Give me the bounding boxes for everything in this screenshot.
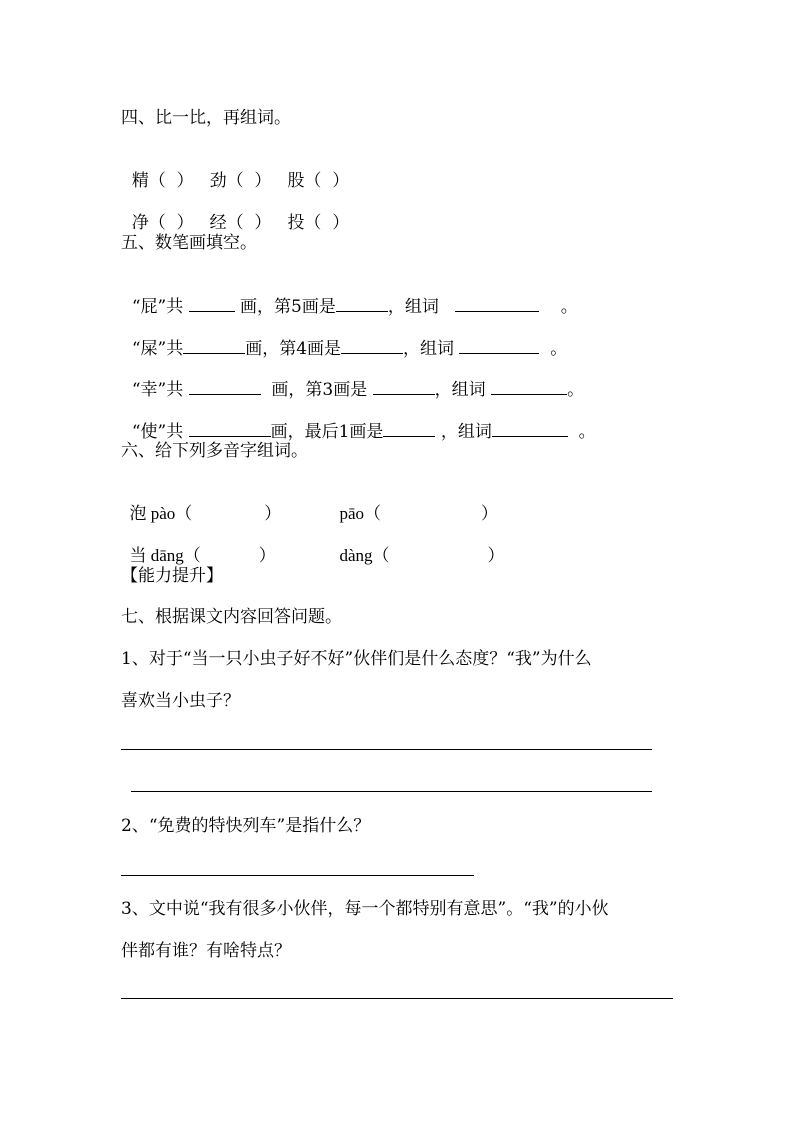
answer-blank[interactable] (373, 378, 435, 395)
answer-blank[interactable] (189, 295, 235, 312)
section-5-heading: 五、数笔画填空。 (121, 233, 257, 253)
answer-blank[interactable] (183, 337, 245, 354)
stroke-tail-text: ，组词 (440, 422, 492, 442)
question-3-line-1: 3、文中说“我有很多小伙伴，每一个都特别有意思”。“我”的小伙 (121, 899, 609, 919)
ability-label: 【能力提升】 (121, 566, 223, 586)
answer-blank[interactable] (189, 378, 261, 395)
answer-blank[interactable] (491, 378, 567, 395)
stroke-char-label: “屁”共 (131, 297, 184, 317)
stroke-end: 。 (560, 297, 578, 317)
section-6-heading: 六、给下列多音字组词。 (121, 441, 308, 461)
answer-line[interactable] (131, 791, 652, 792)
stroke-end: 。 (550, 339, 568, 359)
stroke-tail-text: ，组词 (387, 297, 439, 317)
stroke-char-label: “幸”共 (131, 380, 184, 400)
stroke-tail-text: ，组词 (403, 339, 455, 359)
polyphone-b: dàng（ (339, 546, 390, 565)
compare-item: 股（ ） (287, 171, 350, 191)
compare-item: 投（ ） (287, 213, 350, 233)
stroke-item (121, 315, 567, 360)
section-7-heading: 七、根据课文内容回答问题。 (121, 607, 342, 627)
polyphone-row: 当 dāng（ ） (129, 546, 276, 565)
question-1-line-2: 喜欢当小虫子？ (121, 691, 240, 711)
answer-blank[interactable] (341, 337, 403, 354)
stroke-end: 。 (578, 422, 596, 442)
polyphone-a: 当 dāng（ (129, 546, 201, 565)
stroke-item (121, 273, 578, 318)
stroke-mid-text: 画，最后1画是 (270, 422, 384, 442)
stroke-end: 。 (567, 380, 585, 400)
stroke-mid-text: 画，第5画是 (240, 297, 336, 317)
question-1-line-1: 1、对于“当一只小虫子好不好”伙伴们是什么态度？“我”为什么 (121, 649, 592, 669)
stroke-char-label: “屎”共 (131, 339, 184, 359)
stroke-item (121, 356, 584, 401)
question-3-line-2: 伴都有谁？有啥特点？ (121, 941, 291, 961)
stroke-tail-text: ，组词 (434, 380, 486, 400)
compare-item: 劲（ ） (209, 171, 272, 191)
polyphone-b: pāo（ (339, 504, 382, 523)
question-2: 2、“免费的特快列车”是指什么？ (121, 816, 371, 836)
answer-blank[interactable] (455, 295, 539, 312)
answer-blank[interactable] (189, 420, 271, 437)
stroke-item (121, 398, 596, 443)
compare-row-1 (121, 148, 349, 192)
stroke-mid-text: 画，第4画是 (245, 339, 342, 359)
compare-item: 净（ ） (131, 213, 194, 233)
stroke-char-label: “使”共 (131, 422, 184, 442)
section-4-heading: 四、比一比，再组词。 (121, 108, 291, 128)
answer-blank[interactable] (492, 420, 568, 437)
answer-line[interactable] (121, 875, 474, 876)
polyphone-row-b: pāo（ ） (339, 504, 499, 523)
stroke-mid-text: 画，第3画是 (271, 380, 368, 400)
compare-item: 精（ ） (131, 171, 194, 191)
compare-row-2 (121, 190, 349, 234)
answer-blank[interactable] (459, 337, 539, 354)
answer-line[interactable] (121, 749, 652, 750)
answer-blank[interactable] (383, 420, 435, 437)
compare-item: 经（ ） (209, 213, 272, 233)
polyphone-row: 泡 pào（ ） (129, 504, 282, 523)
answer-line[interactable] (121, 998, 673, 999)
polyphone-row-b: dàng（ ） (339, 546, 505, 565)
polyphone-a: 泡 pào（ (129, 504, 193, 523)
answer-blank[interactable] (336, 295, 388, 312)
